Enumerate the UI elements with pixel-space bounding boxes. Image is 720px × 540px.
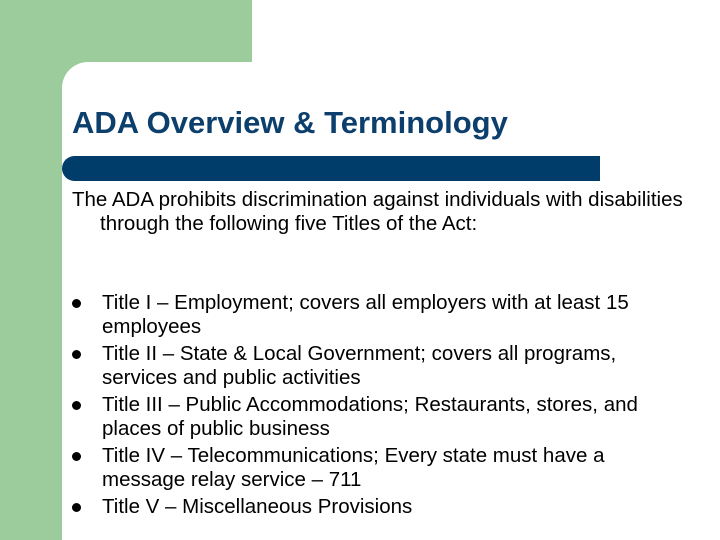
list-item-title-2 [72,342,672,390]
ada-titles-list [72,291,672,519]
slide-title: ADA Overview & Terminology [72,105,508,140]
list-item-text: Title V – Miscellaneous Provisions [102,495,413,518]
list-item-title-4 [72,444,672,492]
intro-paragraph: The ADA prohibits discrimination against individuals with disabilities through the following five Titles of the Act: [72,188,683,235]
bullet-icon [72,503,81,512]
list-item-text: Title III – Public Accommodations; Restaurants, stores, and places of public business [102,393,638,440]
list-item-title-3 [72,393,672,441]
list-item-title-1 [72,291,672,339]
bullet-icon [72,401,81,410]
title-underline-bar [62,156,600,181]
bullet-icon [72,299,81,308]
list-item-text: Title I – Employment; covers all employers with at least 15 employees [102,291,629,338]
list-item-text: Title IV – Telecommunications; Every state must have a message relay service – 711 [102,444,605,491]
bullet-icon [72,452,81,461]
list-item-title-5 [72,495,672,519]
bullet-icon [72,350,81,359]
list-item-text: Title II – State & Local Government; covers all programs, services and public activities [102,342,617,389]
